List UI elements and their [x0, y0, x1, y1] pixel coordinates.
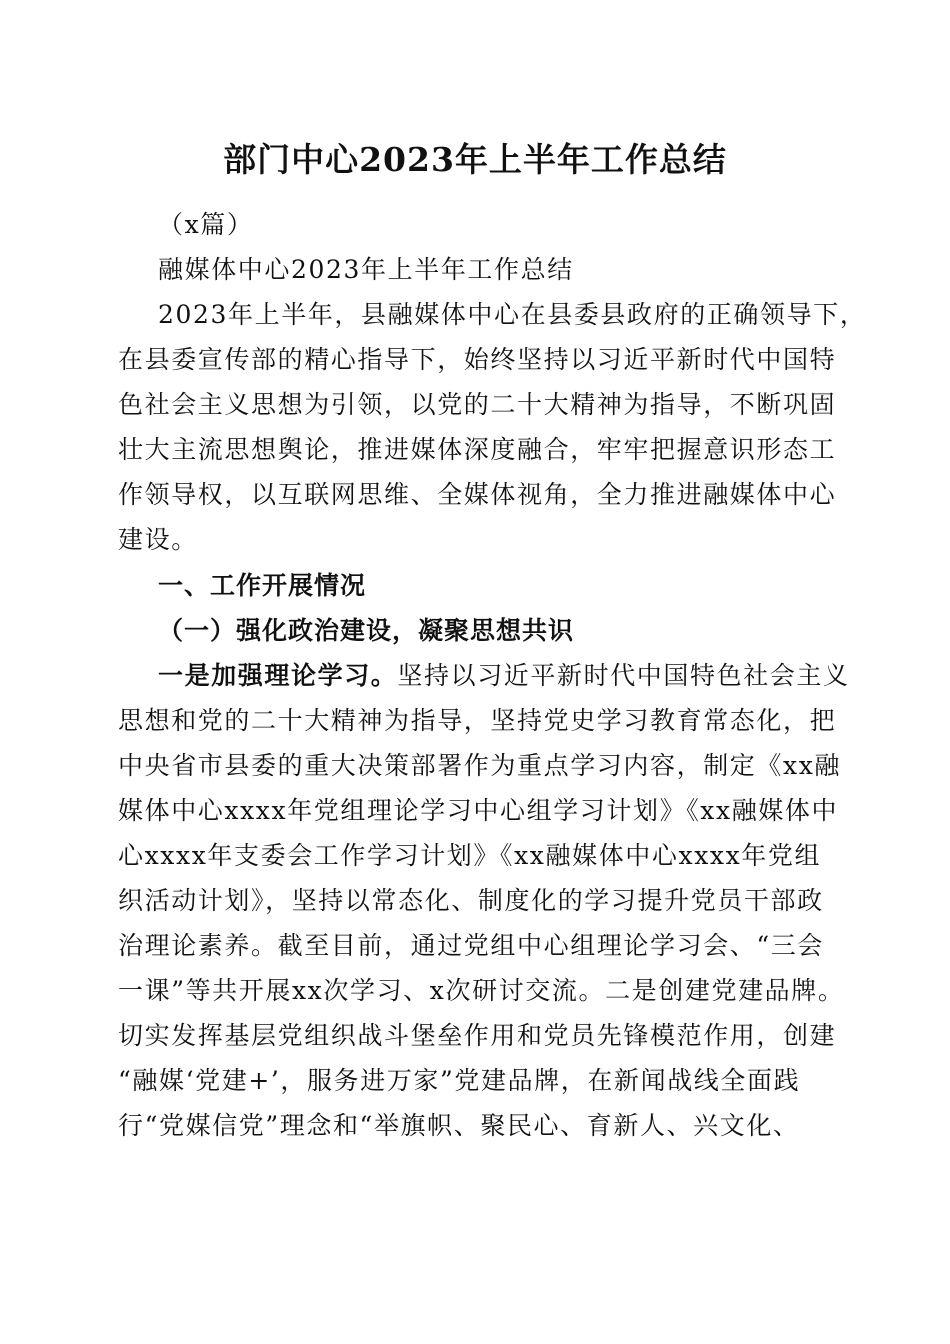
body-line-8: 一课”等共开展xx次学习、x次研讨交流。二是创建党建品牌。 — [118, 976, 845, 1005]
subsection-heading: （一）强化政治建设，凝聚思想共识 — [158, 616, 575, 645]
body-line-6: 织活动计划》，坚持以常态化、制度化的学习提升党员干部政 — [118, 886, 824, 915]
document-title: 部门中心2023年上半年工作总结 — [223, 140, 727, 179]
body-line-1 — [158, 656, 850, 696]
intro-line-4: 壮大主流思想舆论，推进媒体深度融合，牢牢把握意识形态工 — [118, 435, 837, 464]
piece-label: （x篇） — [158, 210, 254, 239]
body-line-2: 思想和党的二十大精神为指导，坚持党史学习教育常态化，把 — [118, 706, 837, 735]
body-line-1-rest: 坚持以习近平新时代中国特色社会主义 — [397, 661, 850, 690]
intro-line-5: 作领导权，以互联网思维、全媒体视角，全力推进融媒体中心 — [118, 480, 837, 509]
body-line-7: 治理论素养。截至目前，通过党组中心组理论学习会、“三会 — [118, 931, 824, 960]
intro-line-3: 色社会主义思想为引领，以党的二十大精神为指导，不断巩固 — [118, 390, 837, 419]
body-line-4: 媒体中心xxxx年党组理论学习中心组学习计划》《xx融媒体中 — [118, 796, 839, 825]
body-line-9: 切实发挥基层党组织战斗堡垒作用和党员先锋模范作用，创建 — [118, 1021, 837, 1050]
body-line-3: 中央省市县委的重大决策部署作为重点学习内容，制定《xx融 — [118, 751, 842, 780]
body-line-11: 行“党媒信党”理念和“举旗帜、聚民心、育新人、兴文化、 — [118, 1111, 800, 1140]
subtitle: 融媒体中心2023年上半年工作总结 — [158, 255, 574, 284]
intro-line-6: 建设。 — [118, 525, 198, 554]
body-lead: 一是加强理论学习。 — [158, 661, 398, 690]
body-line-10: “融媒‘党建+’，服务进万家”党建品牌，在新闻战线全面践 — [118, 1066, 801, 1095]
body-line-5: 心xxxx年支委会工作学习计划》《xx融媒体中心xxxx年党组 — [118, 841, 822, 870]
intro-line-2: 在县委宣传部的精心指导下，始终坚持以习近平新时代中国特 — [118, 345, 837, 374]
intro-line-1: 2023年上半年，县融媒体中心在县委县政府的正确领导下， — [158, 300, 867, 329]
section-heading: 一、工作开展情况 — [158, 571, 367, 600]
